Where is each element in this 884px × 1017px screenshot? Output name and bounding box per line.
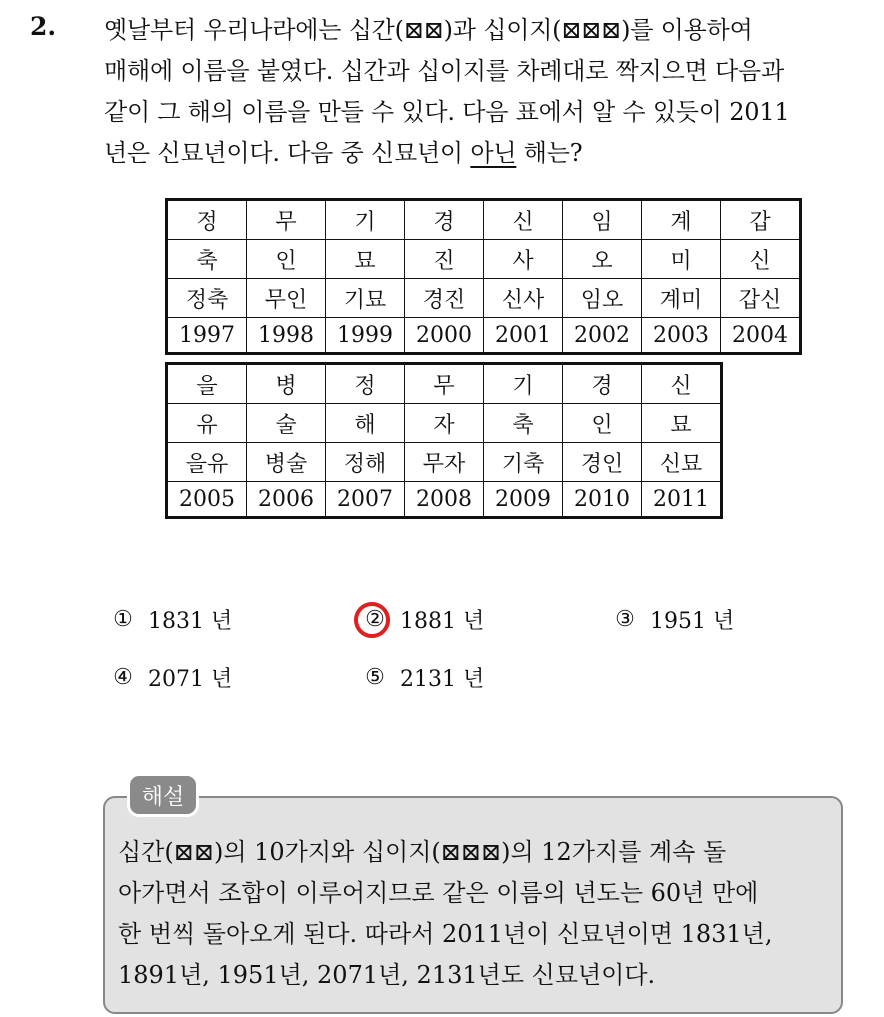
table-cell: 묘 xyxy=(642,404,722,443)
question-text xyxy=(104,10,874,174)
table-cell: 무 xyxy=(247,200,326,240)
table-cell: 경 xyxy=(405,200,484,240)
explanation-tag: 해설 xyxy=(127,773,199,817)
choice-1[interactable] xyxy=(108,604,232,635)
question-line-last xyxy=(104,133,874,174)
question-line: 옛날부터 우리나라에는 십간(⊠⊠)과 십이지(⊠⊠⊠)를 이용하여 xyxy=(104,16,753,44)
choice-text: 1831 년 xyxy=(148,609,233,634)
explanation-text xyxy=(118,832,838,996)
table-cell: 정축 xyxy=(167,279,247,318)
choice-3[interactable] xyxy=(610,604,734,635)
table-cell: 해 xyxy=(326,404,405,443)
table-cell: 인 xyxy=(563,404,642,443)
choice-number: ① xyxy=(113,607,133,632)
table-cell: 병술 xyxy=(247,443,326,482)
explanation-line: 아가면서 조합이 이루어지므로 같은 이름의 년도는 60년 만에 xyxy=(118,879,759,907)
table-row xyxy=(167,200,801,240)
choice-2-selected[interactable] xyxy=(360,604,484,635)
table-cell: 신 xyxy=(484,200,563,240)
table-cell: 신 xyxy=(721,240,801,279)
table-cell: 무인 xyxy=(247,279,326,318)
question-line: 년은 신묘년이다. 다음 중 신묘년이 xyxy=(104,139,471,167)
table-cell: 인 xyxy=(247,240,326,279)
table-cell: 신사 xyxy=(484,279,563,318)
explanation-line: 1891년, 1951년, 2071년, 2131년도 신묘년이다. xyxy=(118,961,656,989)
year-cell: 2005 xyxy=(167,482,247,518)
table-cell: 술 xyxy=(247,404,326,443)
table-cell: 정 xyxy=(326,364,405,404)
choice-text: 1951 년 xyxy=(650,609,735,634)
table-cell: 축 xyxy=(167,240,247,279)
year-cell: 2009 xyxy=(484,482,563,518)
choice-number: ③ xyxy=(615,607,635,632)
table-cell: 경 xyxy=(563,364,642,404)
table-cell: 무자 xyxy=(405,443,484,482)
table-cell: 임 xyxy=(563,200,642,240)
table-row xyxy=(167,482,722,518)
zodiac-table-2005-2011 xyxy=(165,362,723,519)
table-cell: 신 xyxy=(642,364,722,404)
year-cell: 1999 xyxy=(326,318,405,354)
table-row xyxy=(167,443,722,482)
choice-number: ② xyxy=(360,607,390,632)
question-tail: 해는? xyxy=(516,139,583,167)
table-cell: 정해 xyxy=(326,443,405,482)
year-cell: 2003 xyxy=(642,318,721,354)
table-cell: 진 xyxy=(405,240,484,279)
year-cell: 2004 xyxy=(721,318,801,354)
table-cell: 기축 xyxy=(484,443,563,482)
table-row xyxy=(167,318,801,354)
year-cell: 2011 xyxy=(642,482,722,518)
year-cell: 2007 xyxy=(326,482,405,518)
choice-text: 1881 년 xyxy=(400,609,485,634)
choice-number: ⑤ xyxy=(365,665,385,690)
table-cell: 을 xyxy=(167,364,247,404)
year-cell: 1998 xyxy=(247,318,326,354)
table-cell: 임오 xyxy=(563,279,642,318)
table-cell: 미 xyxy=(642,240,721,279)
year-cell: 2000 xyxy=(405,318,484,354)
table-cell: 사 xyxy=(484,240,563,279)
table-cell: 무 xyxy=(405,364,484,404)
underlined-word: 아닌 xyxy=(470,139,517,167)
choice-text: 2131 년 xyxy=(400,667,485,692)
year-cell: 2008 xyxy=(405,482,484,518)
choice-4[interactable] xyxy=(108,662,232,693)
choice-5[interactable] xyxy=(360,662,484,693)
table-cell: 자 xyxy=(405,404,484,443)
table-cell: 갑신 xyxy=(721,279,801,318)
table-cell: 축 xyxy=(484,404,563,443)
question-number: 2. xyxy=(30,12,57,41)
question-line: 매해에 이름을 붙였다. 십간과 십이지를 차례대로 짝지으면 다음과 xyxy=(104,57,784,85)
year-cell: 2006 xyxy=(247,482,326,518)
table-cell: 기 xyxy=(326,200,405,240)
table-cell: 갑 xyxy=(721,200,801,240)
table-cell: 정 xyxy=(167,200,247,240)
explanation-line: 한 번씩 돌아오게 된다. 따라서 2011년이 신묘년이면 1831년, xyxy=(118,920,773,948)
table-cell: 유 xyxy=(167,404,247,443)
explanation-line: 십간(⊠⊠)의 10가지와 십이지(⊠⊠⊠)의 12가지를 계속 돌 xyxy=(118,838,727,866)
table-cell: 오 xyxy=(563,240,642,279)
table-cell: 경인 xyxy=(563,443,642,482)
table-cell: 경진 xyxy=(405,279,484,318)
table-cell: 계미 xyxy=(642,279,721,318)
table-cell: 기 xyxy=(484,364,563,404)
choice-text: 2071 년 xyxy=(148,667,233,692)
table-cell: 신묘 xyxy=(642,443,722,482)
year-cell: 2001 xyxy=(484,318,563,354)
year-cell: 1997 xyxy=(167,318,247,354)
table-cell: 묘 xyxy=(326,240,405,279)
table-row xyxy=(167,404,722,443)
year-cell: 2002 xyxy=(563,318,642,354)
table-cell: 기묘 xyxy=(326,279,405,318)
table-row xyxy=(167,279,801,318)
table-cell: 병 xyxy=(247,364,326,404)
table-row xyxy=(167,364,722,404)
question-line: 같이 그 해의 이름을 만들 수 있다. 다음 표에서 알 수 있듯이 2011 xyxy=(104,98,790,126)
choice-number: ④ xyxy=(113,665,133,690)
table-cell: 계 xyxy=(642,200,721,240)
table-row xyxy=(167,240,801,279)
table-cell: 을유 xyxy=(167,443,247,482)
year-cell: 2010 xyxy=(563,482,642,518)
zodiac-table-1997-2004 xyxy=(165,198,802,355)
